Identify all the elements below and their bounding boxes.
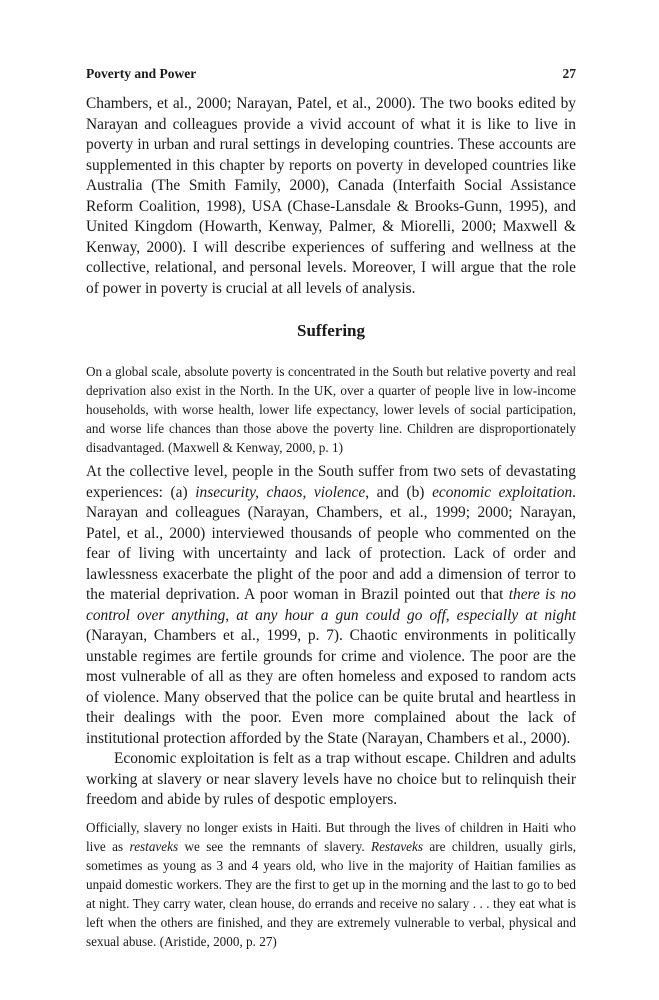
paragraph-intro: Chambers, et al., 2000; Narayan, Patel, et al., 2000). The two books edited by Narayan and colleagues provide a vivid account of what it is like to live in poverty in urban and rural settings in developing countries. These accounts are supplemented in this chapter by reports on poverty in developed countries like Australia (The Smith Family, 2000), Canada (Interfaith Social Assistance Reform Coalition, 1998), USA (Chase-Lansdale & Brooks-Gunn, 1995), and United Kingdom (Howarth, Kenway, Palmer, & Miorelli, 2000; Maxwell & Kenway, 2000). I will describe experiences of suffering and wellness at the collective, relational, and personal levels. Moreover, I will argue that the role of power in poverty is crucial at all levels of analysis. <box>86 95 576 297</box>
running-title: Poverty and Power <box>86 66 197 81</box>
text-run: (Narayan, Chambers et al., 1999, p. 7). Chaotic environments in politically unstable regimes are fertile grounds for crime and violence. The poor are the most vulnerable of all as they are often homeless and exposed to random acts of violence. Many observed that the police can be quite brutal and heartless in their dealings with the poor. Even more complained about the lack of institutional protection afforded by the State (Narayan, Chambers et al., 2000). <box>86 627 576 747</box>
text-run: Officially, slavery no longer exists in Haiti. But through the lives of children in Haiti who live as <box>86 820 576 854</box>
emphasis-brazil-quote: there is no control over anything, at any hour a gun could go off, especially at night <box>86 586 576 624</box>
emphasis-restaveks: Restaveks <box>371 839 424 854</box>
block-quote-uk <box>86 362 576 457</box>
paragraph-economic-exploitation: Economic exploitation is felt as a trap without escape. Children and adults working at slavery or near slavery levels have no choice but to relinquish their freedom and abide by rules of despotic employers. <box>86 750 576 808</box>
block-quote-haiti-text <box>86 818 576 951</box>
text-run: , and (b) <box>365 483 433 501</box>
body-collective-level <box>86 462 576 811</box>
emphasis-exploitation: economic exploitation <box>432 483 573 501</box>
section-heading-suffering: Suffering <box>297 321 365 340</box>
text-run: are children, usually girls, sometimes as young as 3 and 4 years old, who live in the majority of Haitian families as unpaid domestic workers. They are the first to get up in the morning and the last to go to bed at night. They carry water, clean house, do errands and receive no salary . . . they eat what is left when the others are finished, and they are extremely vulnerable to verbal, physical and sexual abuse. (Aristide, 2000, p. 27) <box>86 839 577 949</box>
block-quote-haiti <box>86 818 576 951</box>
text-run: . Narayan and colleagues (Narayan, Chambers, et al., 1999; 2000; Narayan, Patel, et al., 2000) interviewed thousands of people who commented on the fear of living with uncertainty and lack of protection. Lack of order and lawlessness exacerbate the plight of the poor and add a dimension of terror to the material deprivation. A poor woman in Brazil pointed out that <box>86 483 577 603</box>
paragraph-intro-container <box>86 94 576 299</box>
emphasis-insecurity: insecurity, chaos, violence <box>195 483 366 501</box>
text-run: At the collective level, people in the South suffer from two sets of devastating experiences: (a) <box>86 463 576 501</box>
page-number: 27 <box>562 66 576 81</box>
text-run: we see the remnants of slavery. <box>178 839 372 854</box>
paragraph-collective-level <box>86 462 576 749</box>
block-quote-uk-text: On a global scale, absolute poverty is concentrated in the South but relative poverty and real deprivation also exist in the North. In the UK, over a quarter of people live in low-income households, with worse health, lower life expectancy, lower levels of social participation, and worse life chances than those above the poverty line. Children are disproportionately disadvantaged. (Maxwell & Kenway, 2000, p. 1) <box>86 364 576 455</box>
emphasis-restaveks: restaveks <box>129 839 179 854</box>
running-header <box>86 66 576 82</box>
